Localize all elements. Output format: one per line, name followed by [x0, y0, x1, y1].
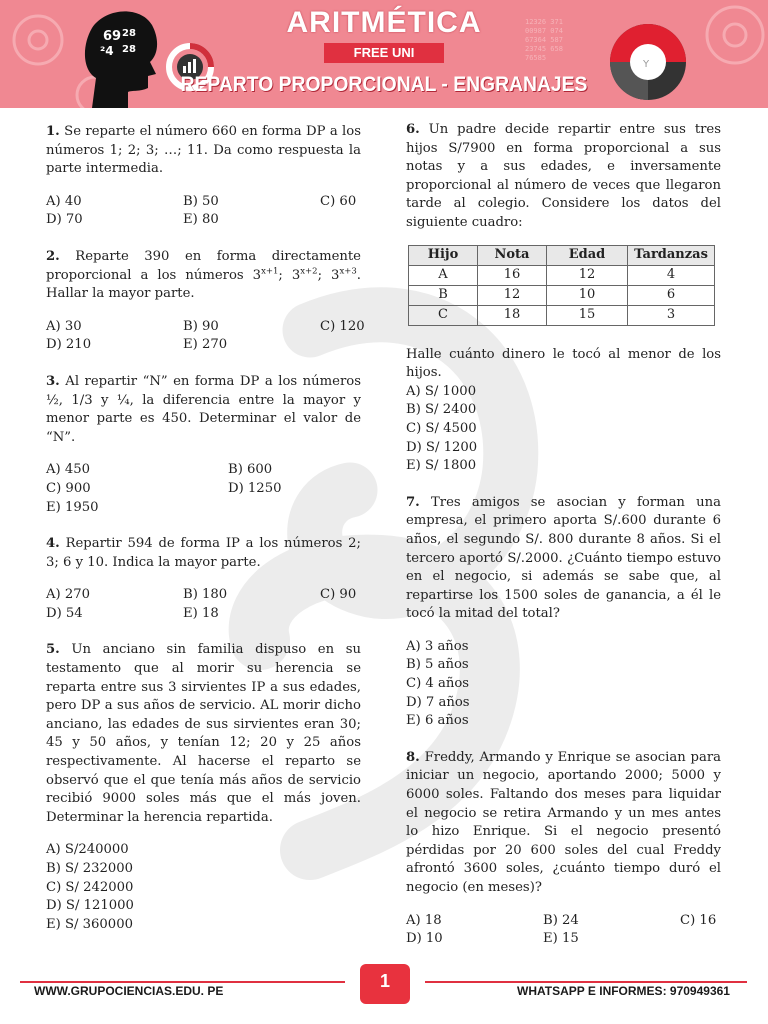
option-c: C) 90: [320, 587, 357, 603]
options-list: [46, 461, 361, 517]
options-list: [46, 193, 361, 230]
option-d: D) 70: [46, 212, 83, 228]
question-6: [406, 121, 721, 476]
table-row: [409, 305, 715, 325]
options-list: [406, 383, 721, 476]
topic-title: REPARTO PROPORCIONAL - ENGRANAJES: [180, 73, 588, 96]
option-e: E) 6 años: [406, 713, 469, 729]
table-cell: A: [409, 265, 478, 285]
question-text: . Hallar la mayor parte.: [46, 267, 361, 302]
option-c: C) 60: [320, 193, 357, 209]
option-c: C) S/ 4500: [406, 420, 477, 436]
question-2: [46, 248, 365, 355]
column-header: Tardanzas: [628, 245, 715, 265]
option-b: B) 180: [183, 587, 228, 603]
option-d: D) 54: [46, 605, 83, 621]
option-c: C) 900: [46, 480, 91, 496]
options-list: [46, 841, 361, 934]
option-c: C) 4 años: [406, 676, 470, 692]
question-text: Un anciano sin familia dispuso en su testamento que al morir su herencia se reparta entre sus 3 sirvientes IP a sus edades, pero DP a sus años de servicio. AL morir dicho anciano, las edades de sus sirvientes eran 30; 45 y 50 años, y tenían 12; 20 y 25 años respectivamente. Al hacerse el reparto se observó que el que tenía más años de servicio recibió 9000 soles más que el más joven. Determinar la herencia repartida.: [46, 642, 361, 825]
table-cell: 12: [478, 285, 547, 305]
option-e: E) 1950: [46, 499, 99, 515]
question-number: 1.: [46, 124, 60, 139]
question-3: [46, 373, 361, 517]
svg-text:²4: ²4: [100, 44, 114, 58]
option-c: C) S/ 242000: [46, 879, 134, 895]
column-header: Edad: [547, 245, 628, 265]
exponent: x+1: [261, 266, 279, 277]
option-b: B) 600: [228, 462, 273, 478]
question-text: ; 3: [278, 267, 301, 283]
decorative-numbers: 12326 371 00987 074 67364 587 23745 658 76585: [525, 18, 563, 62]
svg-text:28: 28: [122, 44, 136, 55]
column-header: Hijo: [409, 245, 478, 265]
page-title: ARITMÉTICA: [286, 6, 482, 39]
question-text: Freddy, Armando y Enrique se asocian para iniciar un negocio, aportando 2000; 5000 y 6000 soles. Faltando dos meses para liquidar el negocio se retira Armando y un mes antes lo hizo Enrique. Si el negocio presentó pérdidas por 20 600 soles del cual Freddy afrontó 3600 soles, ¿cuánto tiempo duró el negocio (en meses)?: [406, 749, 721, 895]
option-c: C) 16: [680, 912, 717, 928]
exponent: x+3: [339, 266, 357, 277]
question-number: 6.: [406, 122, 420, 137]
exponent: x+2: [300, 266, 318, 277]
option-b: B) 24: [543, 912, 579, 928]
option-e: E) 270: [183, 337, 228, 353]
question-number: 4.: [46, 536, 60, 552]
table-cell: 18: [478, 305, 547, 325]
footer-divider-left: [20, 981, 345, 983]
question-followup: Halle cuánto dinero le tocó al menor de los hijos.: [406, 346, 721, 381]
table-cell: 4: [628, 265, 715, 285]
question-text: ; 3: [317, 267, 340, 283]
table-cell: 15: [547, 305, 628, 325]
option-e: E) S/ 360000: [46, 916, 133, 932]
option-e: E) 80: [183, 212, 219, 228]
option-a: A) 18: [406, 912, 442, 928]
question-5: [46, 641, 361, 934]
question-text: Un padre decide repartir entre sus tres hijos S/7900 en forma proporcional a sus notas y a sus edades, e inversamente proporcional al número de veces que llegaron tarde al colegio. Considere los datos del siguiente cuadro:: [406, 122, 721, 230]
option-d: D) S/ 121000: [46, 898, 134, 914]
page-header: [0, 0, 768, 108]
option-b: B) S/ 232000: [46, 861, 134, 876]
option-a: A) S/ 1000: [406, 383, 477, 399]
question-text: Repartir 594 de forma IP a los números 2; 3; 6 y 10. Indica la mayor parte.: [46, 536, 361, 570]
table-header-row: [409, 245, 715, 265]
option-a: A) 40: [46, 193, 82, 209]
option-a: A) 30: [46, 318, 82, 334]
question-number: 5.: [46, 642, 60, 658]
option-d: D) 10: [406, 931, 443, 947]
footer-contact: WHATSAPP E INFORMES: 970949361: [517, 984, 730, 998]
option-b: B) 90: [183, 318, 219, 334]
option-d: D) 1250: [228, 480, 282, 496]
option-e: E) 15: [543, 931, 579, 947]
option-d: D) S/ 1200: [406, 439, 478, 455]
question-4: [46, 535, 361, 623]
question-text: Tres amigos se asocian y forman una empresa, el primero aporta S/.600 durante 6 años, el segundo S/. 800 durante 8 años. Si el tercero aportó S/.2000. ¿Cuánto tiempo estuvo en el negocio, si además se sabe que, al repartirse los 1500 soles de ganancia, a él le tocó la mitad del total?: [406, 494, 721, 622]
right-column: [406, 121, 721, 967]
options-list: [406, 912, 721, 949]
left-column: [46, 123, 365, 952]
question-1: [46, 123, 361, 230]
page-number-badge: 1: [360, 964, 410, 1004]
data-table: [408, 245, 715, 326]
table-cell: 12: [547, 265, 628, 285]
column-header: Nota: [478, 245, 547, 265]
question-number: 2.: [46, 248, 60, 264]
option-b: B) 5 años: [406, 657, 469, 673]
options-list: [46, 318, 365, 355]
table-cell: C: [409, 305, 478, 325]
question-number: 3.: [46, 373, 60, 389]
table-cell: 3: [628, 305, 715, 325]
question-number: 7.: [406, 494, 420, 510]
question-8: [406, 749, 721, 949]
option-b: B) 50: [183, 193, 219, 209]
table-row: [409, 265, 715, 285]
question-7: [406, 494, 721, 731]
table-row: [409, 285, 715, 305]
options-list: [46, 586, 361, 623]
table-cell: B: [409, 285, 478, 305]
footer-divider-right: [425, 981, 747, 983]
table-cell: 10: [547, 285, 628, 305]
table-cell: 16: [478, 265, 547, 285]
option-a: A) 270: [46, 587, 91, 603]
option-e: E) 18: [183, 605, 219, 621]
option-d: D) 7 años: [406, 694, 470, 710]
question-number: 8.: [406, 749, 420, 765]
table-cell: 6: [628, 285, 715, 305]
option-e: E) S/ 1800: [406, 458, 477, 474]
option-b: B) S/ 2400: [406, 402, 477, 418]
option-c: C) 120: [320, 318, 365, 334]
question-text: Se reparte el número 660 en forma DP a los números 1; 2; 3; …; 11. Da como respuesta la parte intermedia.: [46, 124, 361, 177]
question-text: Al repartir “N” en forma DP a los números ½, 1/3 y ¼, la diferencia entre la mayor y menor parte es 450. Determinar el valor de “N”.: [46, 373, 361, 445]
question-text: Reparte 390 en forma directamente proporcional a los números 3: [46, 248, 361, 283]
options-list: [406, 638, 721, 731]
option-d: D) 210: [46, 337, 92, 353]
svg-text:28: 28: [122, 28, 136, 39]
option-a: A) 450: [46, 462, 91, 478]
option-a: A) 3 años: [406, 638, 469, 654]
course-subtitle: FREE UNI: [324, 43, 444, 63]
svg-text:69: 69: [103, 29, 122, 44]
option-a: A) S/240000: [46, 842, 129, 858]
svg-text:Y: Y: [643, 59, 650, 70]
footer-website[interactable]: WWW.GRUPOCIENCIAS.EDU. PE: [34, 984, 224, 998]
